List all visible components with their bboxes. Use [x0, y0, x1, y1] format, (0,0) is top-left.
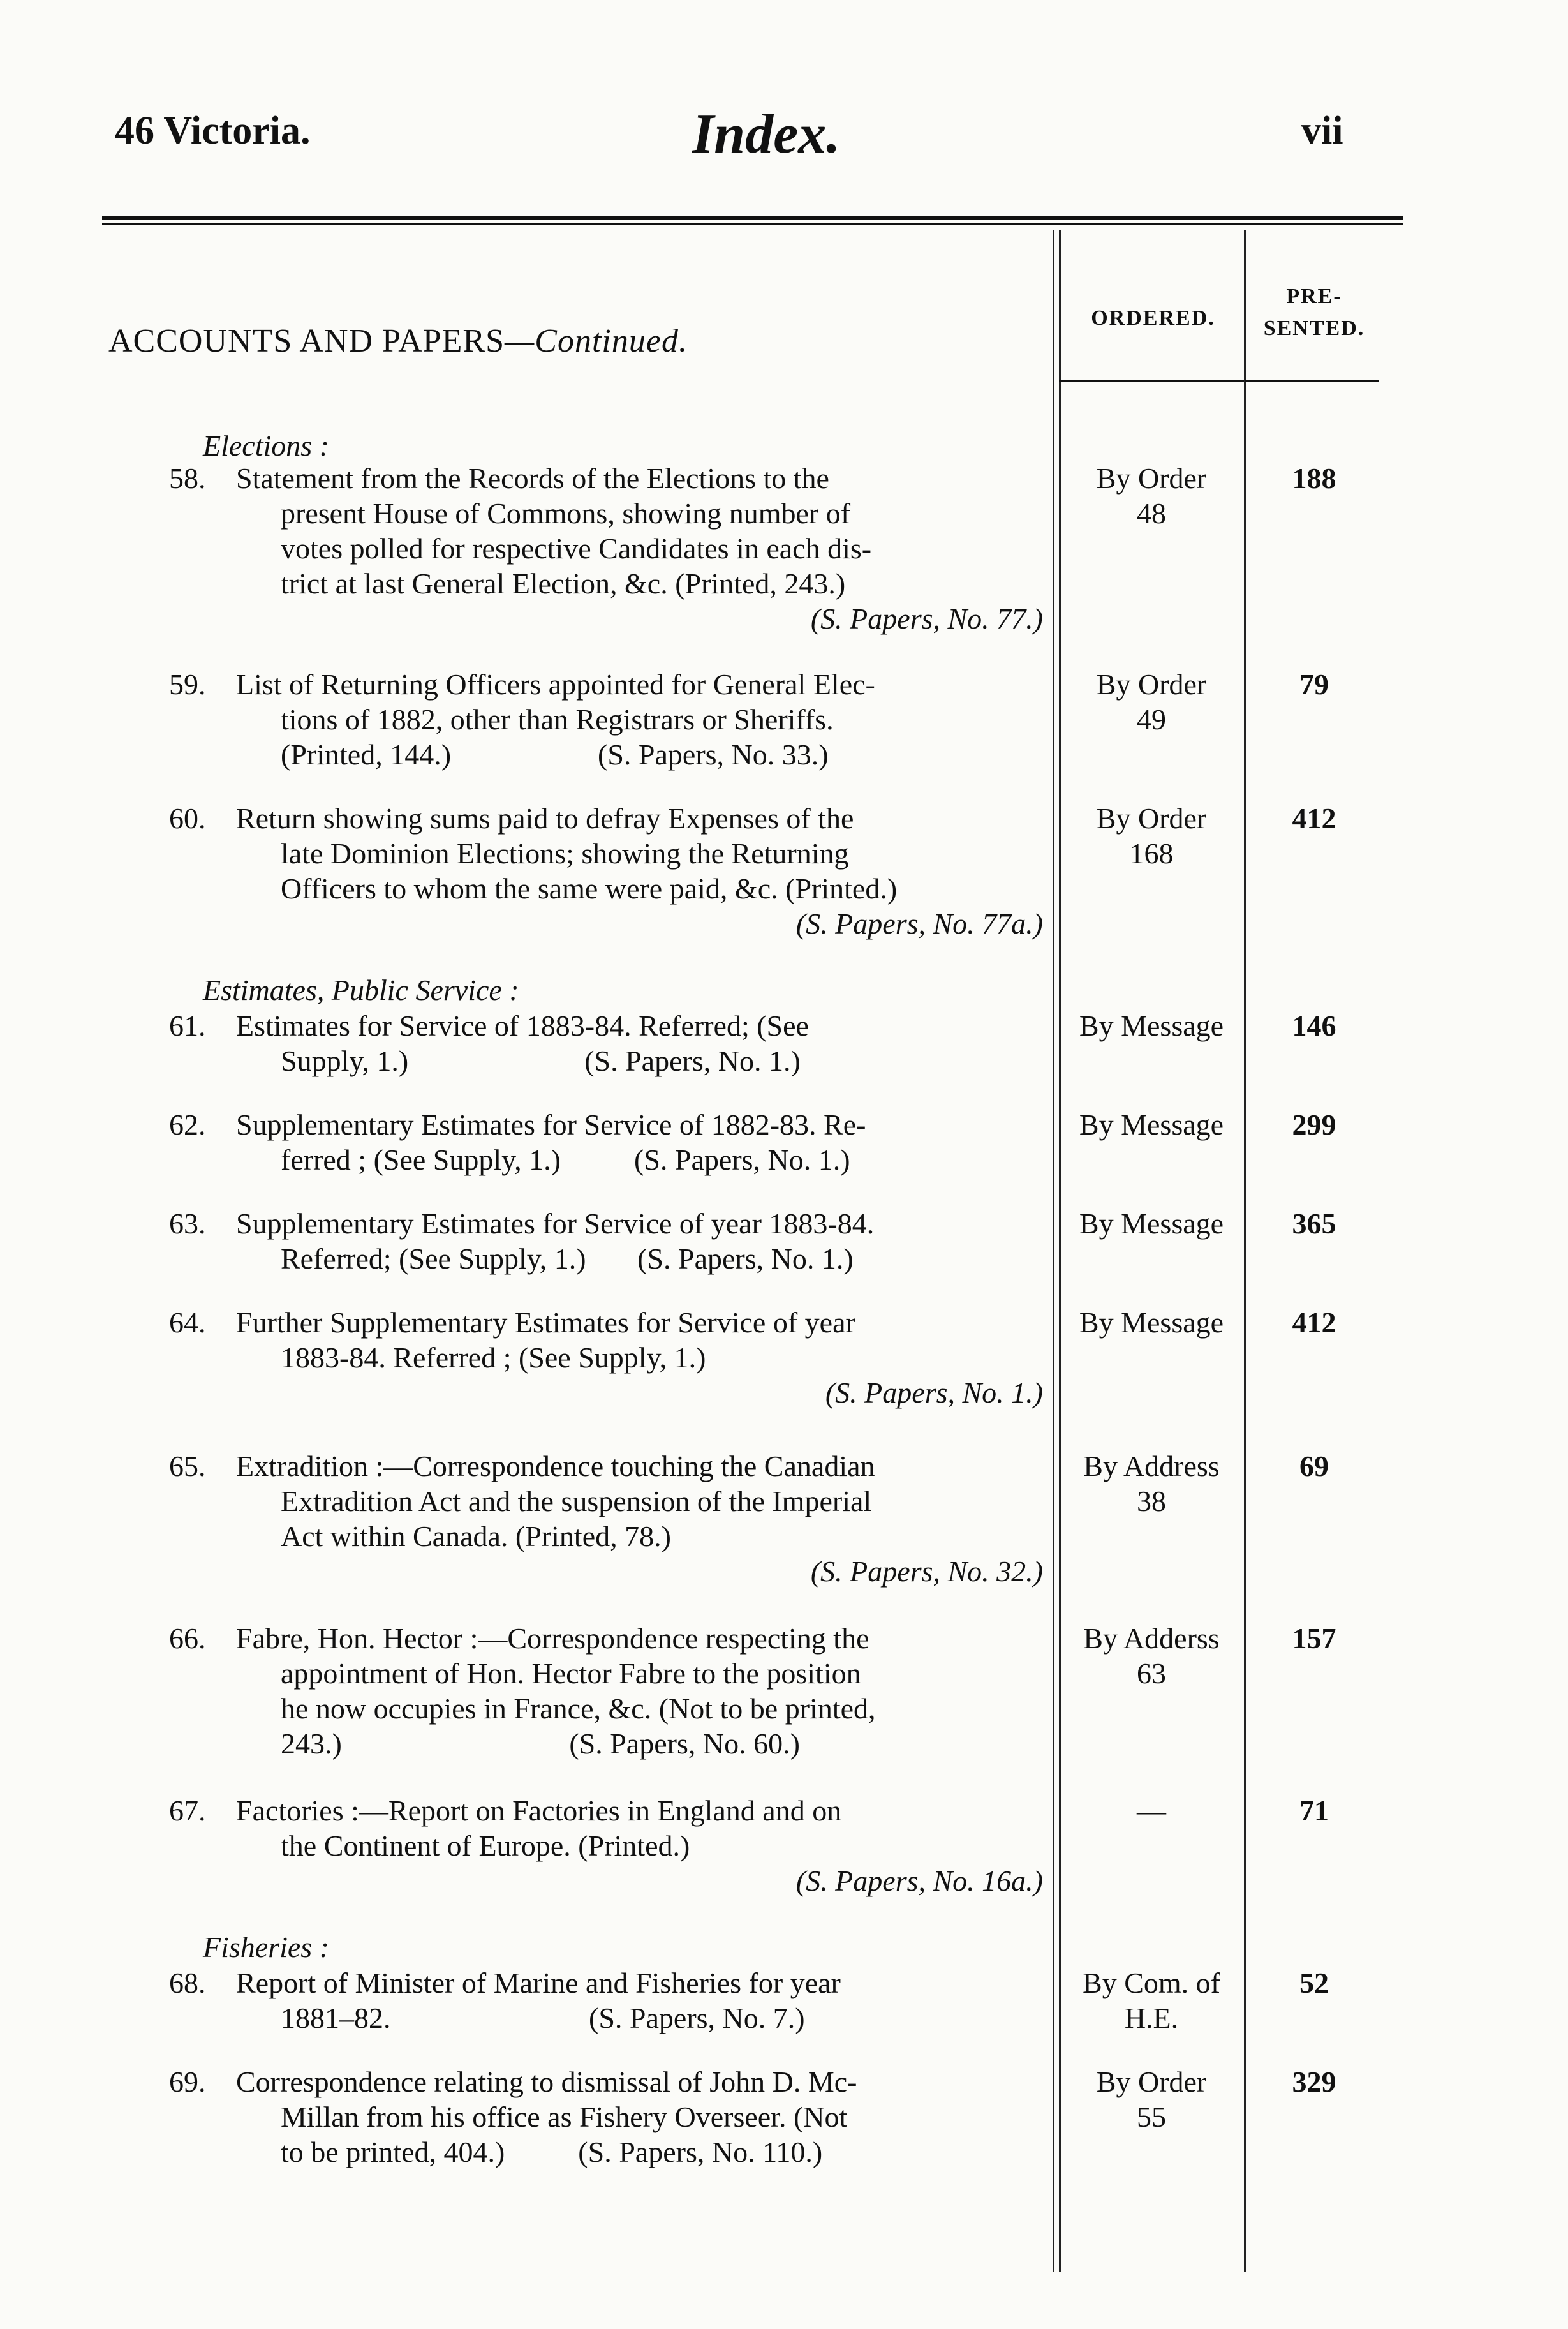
entry-line: List of Returning Officers appointed for General Elec-	[236, 668, 875, 701]
entry-ordered-line: 49	[1137, 703, 1166, 736]
entry-line: Act within Canada. (Printed, 78.)	[281, 1520, 671, 1552]
entry-line: Report of Minister of Marine and Fisheries for year	[236, 1967, 841, 1999]
entry-line: Factories :—Report on Factories in England and on	[236, 1794, 842, 1827]
subhead-elections: Elections :	[203, 429, 329, 462]
entry-presented: 299	[1292, 1108, 1336, 1141]
entry-number: 69.	[169, 2065, 206, 2098]
entry-presented: 365	[1292, 1207, 1336, 1240]
entry-ordered-line: By Message	[1079, 1207, 1224, 1240]
index-entry	[169, 1448, 1043, 1589]
entry-ordered	[1059, 2064, 1244, 2134]
entry-presented: 69	[1299, 1450, 1329, 1482]
entry-ordered-line: By Order	[1096, 2065, 1207, 2098]
entry-paper-ref: (S. Papers, No. 16a.)	[795, 1864, 1043, 1897]
entry-text	[236, 1965, 1043, 2035]
entry-ordered-line: By Order	[1096, 668, 1207, 701]
entry-line: trict at last General Election, &c. (Printed, 243.)	[281, 567, 846, 600]
column-header-ordered: ORDERED.	[1091, 306, 1215, 330]
entry-paper-ref: (S. Papers, No. 32.)	[810, 1555, 1043, 1588]
entry-ordered-line: 63	[1137, 1657, 1166, 1690]
entry-number: 65.	[169, 1450, 206, 1482]
entry-line: votes polled for respective Candidates in each dis-	[281, 532, 872, 565]
entry-ordered	[1059, 1793, 1244, 1828]
section-title-text: ACCOUNTS AND PAPERS	[108, 323, 505, 359]
entry-line: (Printed, 144.) (S. Papers, No. 33.)	[281, 738, 829, 771]
entry-ordered-line: 38	[1137, 1485, 1166, 1517]
entry-number: 64.	[169, 1306, 206, 1339]
page-number: vii	[1301, 109, 1343, 153]
entry-number: 60.	[169, 802, 206, 835]
subhead-estimates: Estimates, Public Service :	[203, 974, 519, 1006]
entry-line: the Continent of Europe. (Printed.)	[281, 1829, 690, 1862]
entry-ordered-line: By Order	[1096, 802, 1207, 835]
entry-number: 58.	[169, 462, 206, 495]
entry-ordered-line: By Message	[1079, 1009, 1224, 1042]
entry-text	[236, 667, 1043, 772]
entry-ordered	[1059, 1448, 1244, 1519]
entry-ordered-line: By Address	[1083, 1450, 1220, 1482]
entry-presented: 329	[1292, 2065, 1336, 2098]
column-divider-left	[1053, 230, 1054, 2272]
presented-header-rule	[1245, 380, 1379, 382]
entry-text	[236, 1107, 1043, 1177]
subhead-fisheries: Fisheries :	[203, 1931, 330, 1963]
entry-ordered-line: By Message	[1079, 1306, 1224, 1339]
entry-ordered-line: By Order	[1096, 462, 1207, 495]
entry-text	[236, 801, 1043, 941]
running-head-title: Index.	[692, 103, 841, 165]
entry-number: 63.	[169, 1207, 206, 1240]
running-head-left: 46 Victoria.	[115, 109, 311, 153]
index-entry	[169, 1965, 1043, 2035]
entry-ordered-line: 48	[1137, 497, 1166, 530]
index-entry	[169, 1206, 1043, 1276]
index-entry	[169, 461, 1043, 636]
entry-text	[236, 1305, 1043, 1410]
entry-paper-ref: (S. Papers, No. 77.)	[810, 602, 1043, 635]
index-entry	[169, 1008, 1043, 1078]
entry-ordered	[1059, 1008, 1244, 1043]
ordered-header-rule	[1059, 380, 1244, 382]
entry-number: 61.	[169, 1009, 206, 1042]
entry-line: late Dominion Elections; showing the Returning	[281, 837, 849, 870]
entry-text	[236, 461, 1043, 636]
entry-ordered	[1059, 1206, 1244, 1241]
entry-line: Extradition :—Correspondence touching the Canadian	[236, 1450, 875, 1482]
entry-line: Estimates for Service of 1883-84. Referred; (See	[236, 1009, 809, 1042]
entry-number: 66.	[169, 1622, 206, 1655]
entry-text	[236, 1621, 1043, 1761]
entry-ordered-line: —	[1137, 1794, 1166, 1827]
entry-ordered	[1059, 667, 1244, 737]
entry-ordered-line: By Adderss	[1083, 1622, 1220, 1655]
entry-text	[236, 2064, 1043, 2169]
entry-presented: 71	[1299, 1794, 1329, 1827]
index-entry	[169, 1621, 1043, 1761]
entry-line: Millan from his office as Fishery Overseer. (Not	[281, 2101, 848, 2133]
entry-line: Supply, 1.) (S. Papers, No. 1.)	[281, 1045, 801, 1077]
entry-number: 68.	[169, 1967, 206, 1999]
header-rule	[102, 216, 1403, 220]
index-entry	[169, 1793, 1043, 1898]
entry-line: 1881–82. (S. Papers, No. 7.)	[281, 2002, 805, 2034]
entry-text	[236, 1448, 1043, 1589]
entry-presented: 188	[1292, 462, 1336, 495]
entry-line: Return showing sums paid to defray Expenses of the	[236, 802, 854, 835]
entry-line: Statement from the Records of the Elections to the	[236, 462, 829, 495]
entry-number: 62.	[169, 1108, 206, 1141]
entry-line: appointment of Hon. Hector Fabre to the position	[281, 1657, 861, 1690]
entry-line: he now occupies in France, &c. (Not to be printed,	[281, 1692, 876, 1725]
entry-line: Extradition Act and the suspension of the Imperial	[281, 1485, 872, 1517]
entry-paper-ref: (S. Papers, No. 77a.)	[795, 907, 1043, 940]
entry-text	[236, 1206, 1043, 1276]
entry-ordered-line: H.E.	[1124, 2002, 1179, 2034]
entry-paper-ref: (S. Papers, No. 1.)	[825, 1376, 1043, 1409]
entry-line: Supplementary Estimates for Service of 1882-83. Re-	[236, 1108, 866, 1141]
entry-presented: 157	[1292, 1622, 1336, 1655]
entry-ordered	[1059, 1621, 1244, 1691]
section-title	[108, 322, 688, 360]
entry-ordered-line: 55	[1137, 2101, 1166, 2133]
index-entry	[169, 1305, 1043, 1410]
entry-ordered-line: By Com. of	[1083, 1967, 1220, 1999]
column-header-presented-line1: PRE-	[1286, 285, 1342, 308]
entry-presented: 52	[1299, 1967, 1329, 1999]
entry-text	[236, 1793, 1043, 1898]
entry-line: Further Supplementary Estimates for Service of year	[236, 1306, 855, 1339]
entry-presented: 79	[1299, 668, 1329, 701]
entry-line: 1883-84. Referred ; (See Supply, 1.)	[281, 1341, 706, 1374]
entry-number: 67.	[169, 1794, 206, 1827]
entry-ordered	[1059, 1965, 1244, 2035]
entry-presented: 146	[1292, 1009, 1336, 1042]
index-entry	[169, 667, 1043, 772]
entry-ordered	[1059, 1107, 1244, 1142]
entry-line: Officers to whom the same were paid, &c. (Printed.)	[281, 872, 898, 905]
entry-line: Correspondence relating to dismissal of John D. Mc-	[236, 2065, 857, 2098]
entry-ordered-line: By Message	[1079, 1108, 1224, 1141]
entry-line: present House of Commons, showing number of	[281, 497, 851, 530]
index-entry	[169, 801, 1043, 941]
column-divider-right	[1244, 230, 1246, 2272]
index-entry	[169, 2064, 1043, 2169]
entry-line: 243.) (S. Papers, No. 60.)	[281, 1727, 800, 1760]
entry-line: tions of 1882, other than Registrars or Sheriffs.	[281, 703, 834, 736]
section-title-suffix: —Continued.	[505, 323, 688, 359]
header-rule-thin	[102, 223, 1403, 225]
entry-text	[236, 1008, 1043, 1078]
entry-presented: 412	[1292, 802, 1336, 835]
entry-line: to be printed, 404.) (S. Papers, No. 110.)	[281, 2136, 823, 2168]
entry-line: Fabre, Hon. Hector :—Correspondence respecting the	[236, 1622, 869, 1655]
entry-presented: 412	[1292, 1306, 1336, 1339]
entry-line: Referred; (See Supply, 1.) (S. Papers, No. 1.)	[281, 1242, 854, 1275]
column-header-presented-line2: SENTED.	[1263, 316, 1365, 340]
entry-ordered	[1059, 801, 1244, 871]
entry-ordered	[1059, 461, 1244, 531]
entry-number: 59.	[169, 668, 206, 701]
entry-line: Supplementary Estimates for Service of year 1883-84.	[236, 1207, 875, 1240]
entry-ordered	[1059, 1305, 1244, 1340]
entry-ordered-line: 168	[1129, 837, 1174, 870]
index-entry	[169, 1107, 1043, 1177]
column-header-presented	[1247, 281, 1381, 345]
entry-line: ferred ; (See Supply, 1.) (S. Papers, No. 1.)	[281, 1143, 850, 1176]
